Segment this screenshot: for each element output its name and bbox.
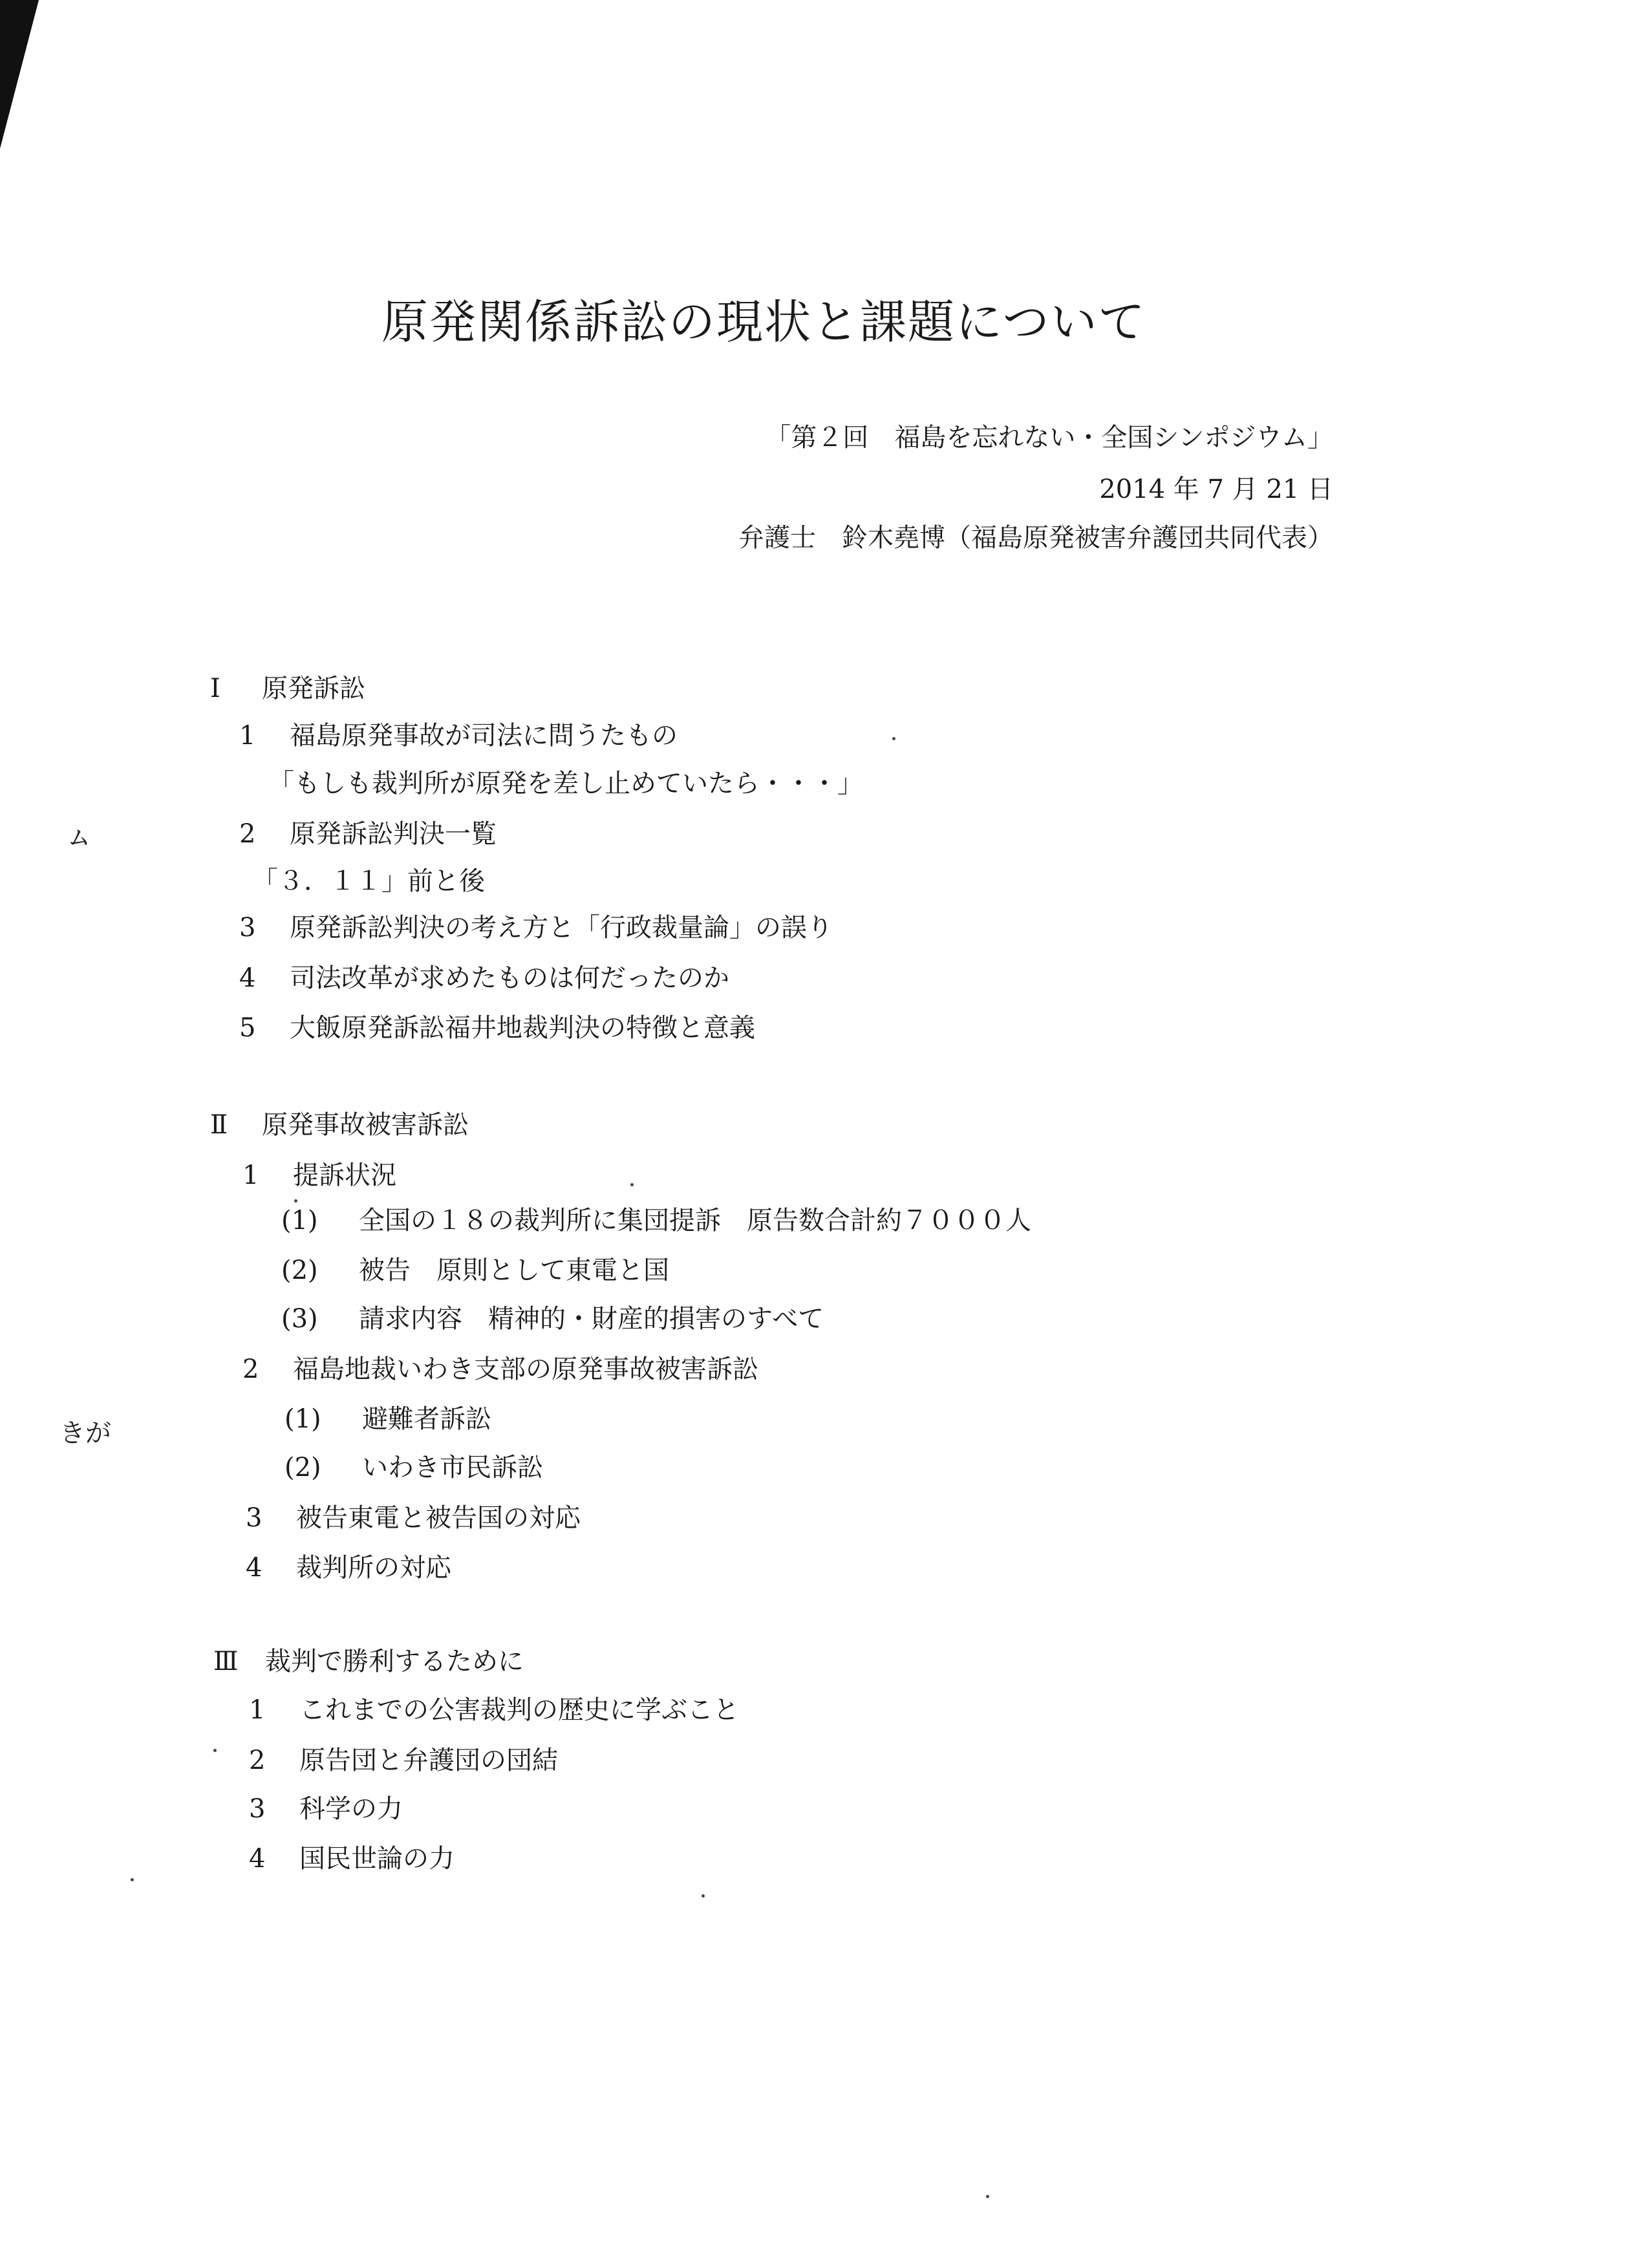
list-item <box>239 821 497 847</box>
list-item <box>249 1697 739 1723</box>
section-numeral: Ⅱ <box>210 1110 228 1140</box>
section-numeral: Ⅰ <box>210 674 220 703</box>
sub-item-text: いわき市民訴訟 <box>362 1453 543 1482</box>
list-item <box>249 1748 558 1773</box>
item-number: 4 <box>239 963 256 993</box>
list-item <box>239 965 729 991</box>
list-item <box>239 1015 755 1041</box>
item-text: 被告東電と被告国の対応 <box>296 1503 581 1533</box>
section-2-heading <box>210 1112 469 1138</box>
item-text: 国民世論の力 <box>299 1844 455 1874</box>
sub-item-text: 請求内容 精神的・財産的損害のすべて <box>359 1304 824 1334</box>
sub-item-number: (3) <box>281 1304 318 1334</box>
section-heading-text: 原発訴訟 <box>262 674 365 703</box>
scan-speck <box>892 737 895 740</box>
list-item <box>242 1356 758 1382</box>
event-name: 「第２回 福島を忘れない・全国シンポジウム」 <box>765 423 1333 453</box>
section-heading-text: 原発事故被害訴訟 <box>262 1110 469 1140</box>
sub-item-number: (2) <box>281 1256 318 1285</box>
document-date: 2014 年 7 月 21 日 <box>1099 475 1333 504</box>
scan-speck <box>213 1749 217 1752</box>
scan-speck <box>131 1878 134 1881</box>
section-1-heading <box>210 676 365 701</box>
item-text: 原発訴訟判決一覧 <box>290 819 497 849</box>
scan-speck <box>630 1183 634 1186</box>
list-item <box>249 1796 403 1822</box>
item-number: 1 <box>249 1695 266 1725</box>
section-numeral: Ⅲ <box>213 1647 239 1676</box>
section-3-heading <box>213 1649 524 1674</box>
item-number: 3 <box>249 1794 266 1824</box>
item-number: 4 <box>249 1844 266 1874</box>
item-number: 5 <box>239 1013 256 1043</box>
sub-item <box>281 1208 1031 1234</box>
item-number: 2 <box>242 1354 259 1384</box>
document-author: 弁護士 鈴木堯博（福島原発被害弁護団共同代表） <box>738 523 1333 553</box>
sub-item-text: 避難者訴訟 <box>362 1404 491 1434</box>
list-item <box>246 1505 581 1531</box>
sub-item <box>281 1257 669 1283</box>
margin-mark-2: きが <box>59 1418 111 1448</box>
item-text: 原発訴訟判決の考え方と「行政裁量論」の誤り <box>290 913 833 943</box>
section-heading-text: 裁判で勝利するために <box>265 1647 524 1676</box>
list-item <box>246 1555 451 1581</box>
list-item <box>242 1162 396 1188</box>
item-number: 3 <box>239 913 256 943</box>
item-number: 2 <box>249 1746 266 1775</box>
item-text: 福島地裁いわき支部の原発事故被害訴訟 <box>293 1354 758 1384</box>
item-text: これまでの公害裁判の歴史に学ぶこと <box>299 1695 739 1725</box>
sub-item-number: (1) <box>284 1404 321 1434</box>
sub-item <box>281 1306 824 1332</box>
margin-mark-1: ㇺ <box>65 818 93 851</box>
scan-speck <box>702 1894 705 1898</box>
list-item <box>249 1846 455 1872</box>
list-item <box>239 723 678 749</box>
item-text: 司法改革が求めたものは何だったのか <box>290 963 729 993</box>
item-number: 1 <box>239 721 256 751</box>
item-text: 福島原発事故が司法に問うたもの <box>290 721 678 751</box>
item-number: 3 <box>246 1503 262 1533</box>
item-note: 「３．１１」前と後 <box>252 866 485 896</box>
scan-speck <box>986 2195 989 2198</box>
sub-item <box>284 1455 543 1481</box>
document-title: 原発関係訴訟の現状と課題について <box>381 295 1146 349</box>
item-text: 大飯原発訴訟福井地裁判決の特徴と意義 <box>290 1013 755 1043</box>
list-item <box>239 915 833 941</box>
item-text: 原告団と弁護団の団結 <box>299 1746 558 1775</box>
sub-item-number: (2) <box>284 1453 321 1482</box>
item-text: 科学の力 <box>299 1794 403 1824</box>
sub-item-text: 全国の１８の裁判所に集団提訴 原告数合計約７０００人 <box>359 1206 1031 1236</box>
item-note: 「もしも裁判所が原発を差し止めていたら・・・」 <box>268 769 863 798</box>
item-number: 4 <box>246 1553 262 1583</box>
scan-corner-shadow <box>0 0 39 149</box>
item-number: 1 <box>242 1161 259 1190</box>
sub-item-number: (1) <box>281 1206 318 1236</box>
item-text: 提訴状況 <box>293 1161 396 1190</box>
scan-speck <box>294 1199 297 1203</box>
item-text: 裁判所の対応 <box>296 1553 451 1583</box>
item-number: 2 <box>239 819 256 849</box>
sub-item <box>284 1406 491 1432</box>
sub-item-text: 被告 原則として東電と国 <box>359 1256 669 1285</box>
